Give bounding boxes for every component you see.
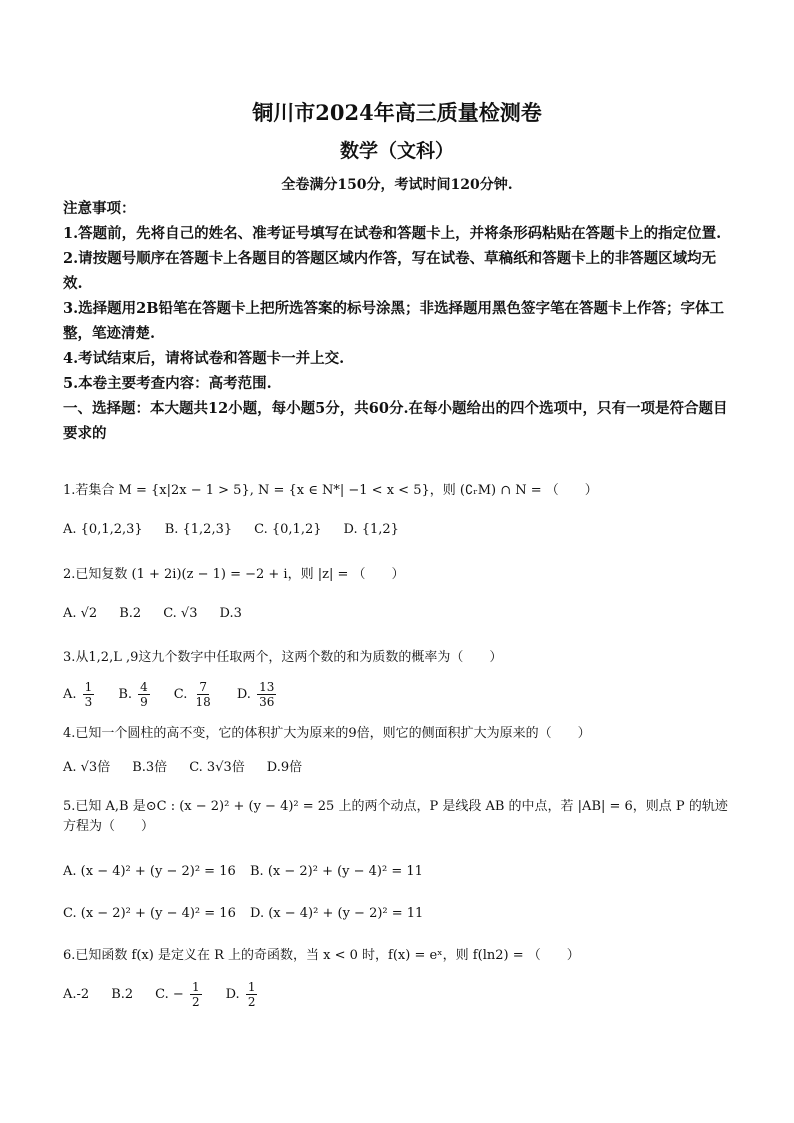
notice-item: 1.答题前，先将自己的姓名、准考证号填写在试卷和答题卡上，并将条形码粘贴在答题卡上的指定位置. — [63, 225, 722, 242]
option-a: A. $\frac{1}{3}$ — [63, 680, 93, 709]
question-3-options — [63, 680, 300, 709]
option-b: B.2 — [111, 987, 134, 1002]
question-5 — [63, 797, 733, 837]
option-d: D.9倍 — [266, 760, 303, 775]
fraction: $\frac{7}{18}$ — [195, 680, 211, 709]
fraction: $\frac{13}{36}$ — [259, 680, 275, 709]
option-b: B.2 — [119, 606, 142, 621]
section-heading: 一、选择题：本大题共12小题，每小题5分，共60分.在每小题给出的四个选项中，只有一项是符合题目要求的 — [63, 400, 728, 442]
option-a: A. √3倍 — [63, 760, 111, 775]
question-5-options-row1 — [63, 864, 445, 879]
question-stem: 6.已知函数 f(x) 是定义在 R 上的奇函数，当 x < 0 时，f(x) = eˣ，则 f(ln2) = （ ） — [63, 948, 580, 963]
notice-item: 3.选择题用2B铅笔在答题卡上把所选答案的标号涂黑；非选择题用黑色签字笔在答题卡上作答；字体工整，笔迹清楚. — [63, 300, 724, 342]
option-c: C. 3√3倍 — [189, 760, 245, 775]
notice-item: 4.考试结束后，请将试卷和答题卡一并上交. — [63, 350, 345, 367]
fraction: $\frac{1}{3}$ — [84, 680, 93, 709]
option-b: B. {1,2,3} — [164, 522, 233, 537]
question-3 — [63, 648, 733, 668]
option-c: C. {0,1,2} — [254, 522, 322, 537]
fraction: $\frac{1}{2}$ — [247, 980, 256, 1009]
option-c: C. √3 — [163, 606, 198, 621]
question-6-options — [63, 980, 281, 1009]
question-stem: 3.从1,2,L ,9这九个数字中任取两个，这两个数的和为质数的概率为（ ） — [63, 650, 503, 665]
option-a: A. (x − 4)² + (y − 2)² = 16 — [63, 864, 236, 879]
option-b: B. (x − 2)² + (y − 4)² = 11 — [250, 864, 423, 879]
option-d: D. (x − 4)² + (y − 2)² = 11 — [250, 906, 424, 921]
question-1 — [63, 481, 733, 501]
question-stem: 4.已知一个圆柱的高不变，它的体积扩大为原来的9倍，则它的侧面积扩大为原来的（ ） — [63, 726, 591, 741]
notice-item: 2.请按题号顺序在答题卡上各题目的答题区域内作答，写在试卷、草稿纸和答题卡上的非答题区域均无效. — [63, 250, 717, 292]
question-2-options — [63, 606, 264, 621]
option-c: C. − $\frac{1}{2}$ — [155, 980, 200, 1009]
option-c: C. (x − 2)² + (y − 4)² = 16 — [63, 906, 236, 921]
question-stem: 5.已知 A,B 是⊙C : (x − 2)² + (y − 4)² = 25 上的两个动点，P 是线段 AB 的中点，若 |AB| = 6，则点 P 的轨迹方程为（ ） — [63, 799, 728, 834]
option-d: D.3 — [219, 606, 242, 621]
option-d: D. $\frac{1}{2}$ — [225, 980, 256, 1009]
fraction: $\frac{1}{2}$ — [191, 980, 200, 1009]
score-line: 全卷满分150分，考试时间120分钟. — [281, 177, 513, 193]
question-2 — [63, 565, 733, 585]
option-d: D. {1,2} — [343, 522, 399, 537]
option-b: B. $\frac{4}{9}$ — [118, 680, 148, 709]
question-1-options — [63, 522, 421, 537]
option-b: B.3倍 — [132, 760, 168, 775]
notice-block — [63, 196, 733, 446]
question-6 — [63, 946, 733, 966]
option-d: D. $\frac{13}{36}$ — [236, 680, 275, 709]
exam-subtitle: 数学（文科） — [339, 140, 454, 162]
option-a: A.-2 — [63, 987, 90, 1002]
exam-title: 铜川市2024年高三质量检测卷 — [252, 100, 542, 125]
notice-item: 5.本卷主要考查内容：高考范围. — [63, 375, 272, 392]
option-c: C. $\frac{7}{18}$ — [173, 680, 211, 709]
option-a: A. √2 — [63, 606, 98, 621]
option-a: A. {0,1,2,3} — [63, 522, 143, 537]
fraction: $\frac{4}{9}$ — [140, 680, 148, 709]
question-stem: 1.若集合 M = {x|2x − 1 > 5}, N = {x ∈ N*| −1 < x < 5}，则 (∁ᵣM) ∩ N = （ ） — [63, 483, 598, 498]
notice-heading: 注意事项： — [63, 200, 136, 217]
question-stem: 2.已知复数 (1 + 2i)(z − 1) = −2 + i，则 |z| = （ ） — [63, 567, 405, 582]
question-5-options-row2 — [63, 906, 445, 921]
question-4 — [63, 724, 733, 744]
question-4-options — [63, 756, 324, 775]
